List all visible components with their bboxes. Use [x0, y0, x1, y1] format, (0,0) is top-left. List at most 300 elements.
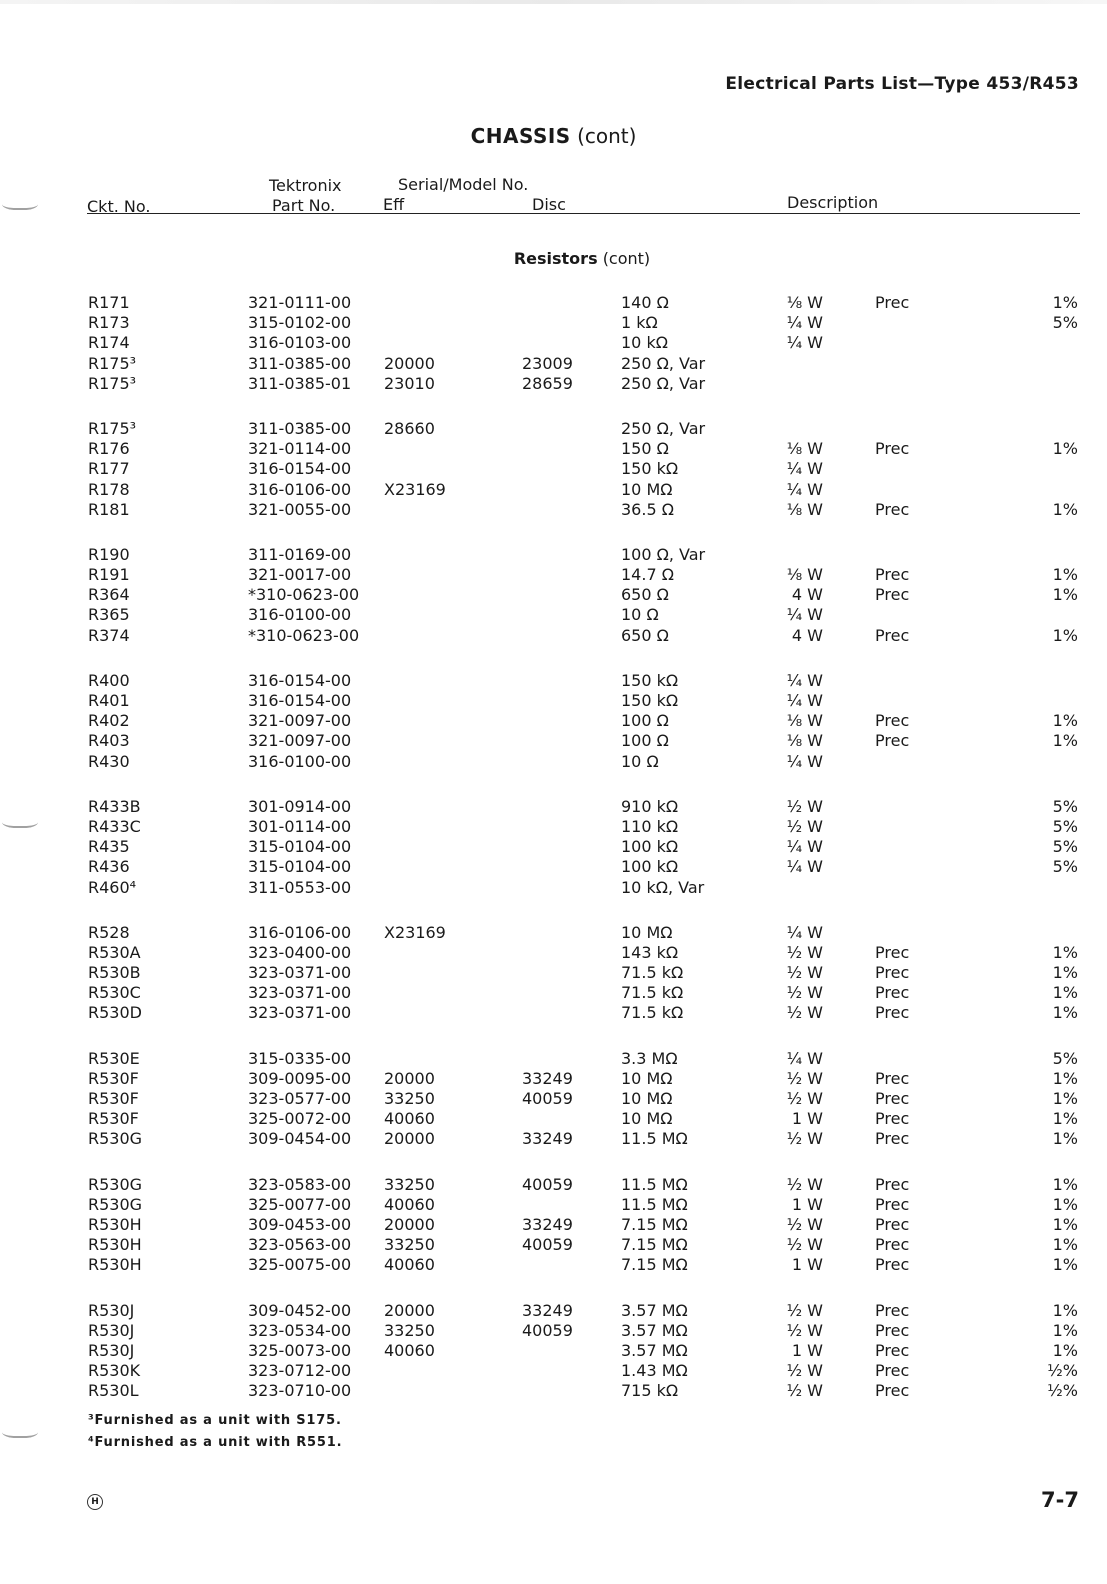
running-head: Electrical Parts List—Type 453/R453 — [725, 74, 1079, 94]
tolerance: 5% — [1052, 313, 1078, 333]
tolerance: 1% — [1052, 1129, 1078, 1149]
part-no: 321-0111-00 — [248, 293, 352, 312]
resistance-value: 150 kΩ — [621, 670, 679, 690]
precision: Prec — [875, 1174, 910, 1194]
ckt-no: R403 — [88, 731, 130, 751]
part-no: 321-0097-00 — [248, 731, 352, 751]
ckt-no: R530H — [88, 1255, 142, 1275]
ckt-no: R530F — [88, 1068, 139, 1088]
serial-disc: 40059 — [522, 1235, 573, 1255]
part-no: 323-0563-00 — [248, 1235, 352, 1255]
table-row — [0, 797, 1107, 817]
tolerance: 5% — [1052, 837, 1078, 857]
header-disc: Disc — [532, 195, 566, 214]
precision: Prec — [875, 625, 910, 645]
part-no: 323-0534-00 — [248, 1320, 352, 1340]
part-no: 315-0102-00 — [248, 313, 352, 333]
precision: Prec — [875, 1089, 910, 1108]
precision: Prec — [875, 1320, 910, 1340]
ckt-no: R530J — [88, 1300, 135, 1320]
wattage: 1 W — [791, 1109, 823, 1129]
precision: Prec — [875, 565, 910, 585]
tolerance: 1% — [1052, 1340, 1078, 1360]
table-row — [0, 1381, 1107, 1401]
resistance-value: 100 kΩ — [621, 837, 679, 857]
part-no: 309-0452-00 — [248, 1300, 352, 1320]
precision: Prec — [875, 1194, 910, 1214]
row-group — [0, 671, 1107, 772]
resistance-value: 1 kΩ — [621, 313, 658, 333]
precision: Prec — [875, 1255, 910, 1275]
resistance-value: 11.5 MΩ — [621, 1174, 688, 1194]
table-row — [0, 605, 1107, 625]
ckt-no: R402 — [88, 711, 130, 731]
precision: Prec — [875, 1109, 910, 1129]
part-no: 323-0371-00 — [248, 963, 352, 983]
table-row — [0, 439, 1107, 459]
footnote: ³Furnished as a unit with S175. — [88, 1413, 342, 1428]
footnote: ⁴Furnished as a unit with R551. — [88, 1435, 343, 1450]
part-no: 309-0454-00 — [248, 1129, 352, 1149]
serial-eff: 40060 — [384, 1194, 435, 1214]
ckt-no: R364 — [88, 585, 130, 605]
ckt-no: R171 — [88, 293, 130, 312]
header-tektronix: Tektronix — [269, 176, 342, 195]
ckt-no: R175³ — [88, 373, 137, 393]
resistance-value: 11.5 MΩ — [621, 1129, 688, 1149]
part-no: 321-0055-00 — [248, 499, 352, 519]
table-row — [0, 878, 1107, 898]
tolerance: 1% — [1052, 1109, 1078, 1129]
table-row — [0, 293, 1107, 313]
ckt-no: R173 — [88, 313, 130, 333]
precision: Prec — [875, 499, 910, 519]
table-row — [0, 963, 1107, 983]
precision: Prec — [875, 585, 910, 605]
precision: Prec — [875, 1381, 910, 1401]
resistance-value: 10 MΩ — [621, 1109, 673, 1129]
table-row — [0, 1301, 1107, 1321]
tolerance: ½% — [1047, 1381, 1078, 1401]
resistance-value: 250 Ω, Var — [621, 418, 706, 438]
resistance-value: 910 kΩ — [621, 796, 679, 816]
header-eff: Eff — [383, 195, 405, 214]
wattage: ⅛ W — [786, 565, 823, 585]
part-no: 316-0103-00 — [248, 333, 352, 353]
serial-eff: X23169 — [384, 479, 446, 499]
wattage: ⅛ W — [786, 293, 823, 312]
ckt-no: R174 — [88, 333, 130, 353]
serial-eff: 40060 — [384, 1255, 435, 1275]
resistance-value: 1.43 MΩ — [621, 1361, 688, 1381]
table-row — [0, 1089, 1107, 1109]
resistance-value: 650 Ω — [621, 585, 669, 605]
resistance-value: 10 MΩ — [621, 922, 673, 942]
wattage: ½ W — [786, 796, 823, 816]
part-no: 301-0914-00 — [248, 796, 352, 816]
part-no: 323-0710-00 — [248, 1381, 352, 1401]
part-no: 315-0104-00 — [248, 837, 352, 857]
table-row — [0, 1341, 1107, 1361]
precision: Prec — [875, 731, 910, 751]
row-group — [0, 1301, 1107, 1402]
precision: Prec — [875, 711, 910, 731]
row-group — [0, 419, 1107, 520]
resistance-value: 71.5 kΩ — [621, 1003, 684, 1023]
tolerance: 1% — [1052, 942, 1078, 962]
wattage: ½ W — [786, 942, 823, 962]
part-no: 323-0583-00 — [248, 1174, 352, 1194]
ckt-no: R530F — [88, 1089, 139, 1108]
wattage: ¼ W — [786, 333, 823, 353]
serial-disc: 33249 — [522, 1068, 573, 1088]
serial-eff: 20000 — [384, 1300, 435, 1320]
table-row — [0, 752, 1107, 772]
precision: Prec — [875, 942, 910, 962]
tolerance: 1% — [1052, 1300, 1078, 1320]
table-row — [0, 691, 1107, 711]
ckt-no: R401 — [88, 691, 130, 710]
subsection-title-main: Resistors — [513, 249, 598, 268]
wattage: ¼ W — [786, 857, 823, 877]
resistance-value: 150 kΩ — [621, 459, 679, 479]
ckt-no: R365 — [88, 605, 130, 625]
section-title-suffix: (cont) — [577, 124, 637, 148]
resistance-value: 100 Ω, Var — [621, 544, 706, 564]
resistance-value: 7.15 MΩ — [621, 1235, 688, 1255]
ckt-no: R530K — [88, 1361, 141, 1381]
ckt-no: R400 — [88, 670, 130, 690]
resistance-value: 3.3 MΩ — [621, 1048, 678, 1068]
serial-disc: 23009 — [522, 353, 573, 373]
wattage: ¼ W — [786, 837, 823, 857]
table-row — [0, 545, 1107, 565]
table-row — [0, 1195, 1107, 1215]
wattage: ½ W — [786, 1129, 823, 1149]
part-no: 323-0712-00 — [248, 1361, 352, 1381]
resistance-value: 150 kΩ — [621, 691, 679, 710]
resistance-value: 100 Ω — [621, 711, 669, 731]
table-row — [0, 333, 1107, 353]
table-row — [0, 1175, 1107, 1195]
tolerance: 1% — [1052, 293, 1078, 312]
part-no: *310-0623-00 — [248, 585, 360, 605]
resistance-value: 650 Ω — [621, 625, 669, 645]
row-group — [0, 293, 1107, 394]
publisher-mark: H — [87, 1494, 103, 1510]
scan-edge — [0, 0, 1107, 4]
part-no: 316-0154-00 — [248, 459, 352, 479]
table-row — [0, 857, 1107, 877]
table-row — [0, 1003, 1107, 1023]
section-title-main: CHASSIS — [470, 124, 571, 148]
part-no: 309-0453-00 — [248, 1214, 352, 1234]
ckt-no: R530F — [88, 1109, 139, 1129]
part-no: 315-0335-00 — [248, 1048, 352, 1068]
tolerance: 1% — [1052, 1214, 1078, 1234]
table-row — [0, 837, 1107, 857]
serial-eff: 33250 — [384, 1235, 435, 1255]
part-no: *310-0623-00 — [248, 625, 360, 645]
precision: Prec — [875, 293, 910, 312]
serial-eff: 28660 — [384, 418, 435, 438]
part-no: 316-0100-00 — [248, 751, 352, 771]
footnotes — [88, 1413, 342, 1457]
resistance-value: 71.5 kΩ — [621, 983, 684, 1003]
resistance-value: 71.5 kΩ — [621, 963, 684, 983]
part-no: 316-0154-00 — [248, 670, 352, 690]
part-no: 311-0169-00 — [248, 544, 352, 564]
tolerance: 1% — [1052, 963, 1078, 983]
ckt-no: R175³ — [88, 353, 137, 373]
resistance-value: 10 MΩ — [621, 1068, 673, 1088]
header-ckt-no: Ckt. No. — [87, 197, 151, 216]
resistance-value: 3.57 MΩ — [621, 1340, 688, 1360]
table-row — [0, 354, 1107, 374]
resistance-value: 10 MΩ — [621, 479, 673, 499]
serial-eff: 40060 — [384, 1340, 435, 1360]
row-group — [0, 1175, 1107, 1276]
serial-eff: 33250 — [384, 1089, 435, 1108]
wattage: ¼ W — [786, 605, 823, 625]
resistance-value: 10 MΩ — [621, 1089, 673, 1108]
precision: Prec — [875, 1129, 910, 1149]
resistance-value: 36.5 Ω — [621, 499, 674, 519]
wattage: ⅛ W — [786, 499, 823, 519]
table-row — [0, 817, 1107, 837]
ckt-no: R530J — [88, 1320, 135, 1340]
wattage: ½ W — [786, 1320, 823, 1340]
table-row — [0, 585, 1107, 605]
tolerance: 1% — [1052, 731, 1078, 751]
tolerance: 1% — [1052, 625, 1078, 645]
resistance-value: 7.15 MΩ — [621, 1255, 688, 1275]
serial-eff: 40060 — [384, 1109, 435, 1129]
ckt-no: R530B — [88, 963, 141, 983]
ckt-no: R433C — [88, 816, 141, 836]
wattage: ½ W — [786, 1214, 823, 1234]
wattage: ⅛ W — [786, 711, 823, 731]
table-row — [0, 1109, 1107, 1129]
table-row — [0, 983, 1107, 1003]
part-no: 323-0400-00 — [248, 942, 352, 962]
precision: Prec — [875, 1003, 910, 1023]
part-no: 325-0077-00 — [248, 1194, 352, 1214]
part-no: 316-0100-00 — [248, 605, 352, 625]
header-serial-model: Serial/Model No. — [398, 175, 529, 194]
part-no: 325-0075-00 — [248, 1255, 352, 1275]
resistance-value: 140 Ω — [621, 293, 669, 312]
wattage: ¼ W — [786, 922, 823, 942]
resistance-value: 14.7 Ω — [621, 565, 674, 585]
tolerance: 1% — [1052, 983, 1078, 1003]
part-no: 315-0104-00 — [248, 857, 352, 877]
wattage: 1 W — [791, 1255, 823, 1275]
table-row — [0, 374, 1107, 394]
ckt-no: R530G — [88, 1194, 143, 1214]
wattage: ¼ W — [786, 670, 823, 690]
page-number: 7-7 — [1041, 1488, 1079, 1512]
wattage: 4 W — [791, 585, 823, 605]
row-group — [0, 923, 1107, 1024]
ckt-no: R430 — [88, 751, 130, 771]
wattage: ⅛ W — [786, 731, 823, 751]
wattage: ½ W — [786, 1003, 823, 1023]
section-title — [0, 124, 1107, 148]
resistance-value: 110 kΩ — [621, 816, 679, 836]
part-no: 311-0553-00 — [248, 877, 352, 897]
tolerance: 1% — [1052, 711, 1078, 731]
precision: Prec — [875, 1068, 910, 1088]
subsection-title-suffix: (cont) — [602, 249, 651, 268]
resistance-value: 3.57 MΩ — [621, 1300, 688, 1320]
serial-disc: 40059 — [522, 1089, 573, 1108]
ckt-no: R530J — [88, 1340, 135, 1360]
tolerance: 1% — [1052, 1089, 1078, 1108]
tolerance: 1% — [1052, 1320, 1078, 1340]
ckt-no: R374 — [88, 625, 130, 645]
precision: Prec — [875, 439, 910, 459]
wattage: ½ W — [786, 983, 823, 1003]
table-row — [0, 480, 1107, 500]
ckt-no: R181 — [88, 499, 130, 519]
tolerance: 1% — [1052, 1235, 1078, 1255]
serial-disc: 33249 — [522, 1129, 573, 1149]
ckt-no: R433B — [88, 796, 141, 816]
table-row — [0, 671, 1107, 691]
ckt-no: R530E — [88, 1048, 140, 1068]
row-group — [0, 545, 1107, 646]
ckt-no: R176 — [88, 439, 130, 459]
tolerance: 1% — [1052, 565, 1078, 585]
subsection-title — [0, 249, 1107, 268]
ckt-no: R530H — [88, 1214, 142, 1234]
part-no: 311-0385-00 — [248, 353, 352, 373]
table-row — [0, 1069, 1107, 1089]
wattage: 1 W — [791, 1194, 823, 1214]
table-row — [0, 711, 1107, 731]
resistance-value: 143 kΩ — [621, 942, 679, 962]
resistance-value: 10 kΩ — [621, 333, 668, 353]
wattage: ½ W — [786, 1381, 823, 1401]
ckt-no: R530C — [88, 983, 141, 1003]
part-no: 323-0371-00 — [248, 1003, 352, 1023]
part-no: 316-0106-00 — [248, 922, 352, 942]
tolerance: 5% — [1052, 816, 1078, 836]
precision: Prec — [875, 963, 910, 983]
resistance-value: 11.5 MΩ — [621, 1194, 688, 1214]
table-row — [0, 1215, 1107, 1235]
part-no: 323-0371-00 — [248, 983, 352, 1003]
part-no: 311-0385-01 — [248, 373, 352, 393]
tolerance: 1% — [1052, 439, 1078, 459]
resistance-value: 3.57 MΩ — [621, 1320, 688, 1340]
ckt-no: R530G — [88, 1129, 143, 1149]
wattage: ½ W — [786, 816, 823, 836]
part-no: 301-0114-00 — [248, 816, 352, 836]
ckt-no: R460⁴ — [88, 877, 137, 897]
serial-eff: 20000 — [384, 1214, 435, 1234]
serial-disc: 28659 — [522, 373, 573, 393]
part-no: 316-0154-00 — [248, 691, 352, 710]
serial-eff: 33250 — [384, 1320, 435, 1340]
ckt-no: R190 — [88, 544, 130, 564]
wattage: ¼ W — [786, 459, 823, 479]
ckt-no: R530G — [88, 1174, 143, 1194]
tolerance: 1% — [1052, 1068, 1078, 1088]
wattage: ¼ W — [786, 313, 823, 333]
resistance-value: 7.15 MΩ — [621, 1214, 688, 1234]
precision: Prec — [875, 1361, 910, 1381]
wattage: ⅛ W — [786, 439, 823, 459]
resistance-value: 10 Ω — [621, 605, 659, 625]
table-row — [0, 500, 1107, 520]
tolerance: 1% — [1052, 1174, 1078, 1194]
ckt-no: R528 — [88, 922, 130, 942]
resistance-value: 250 Ω, Var — [621, 353, 706, 373]
resistance-value: 100 kΩ — [621, 857, 679, 877]
precision: Prec — [875, 983, 910, 1003]
part-no: 316-0106-00 — [248, 479, 352, 499]
tolerance: 5% — [1052, 1048, 1078, 1068]
wattage: ¼ W — [786, 479, 823, 499]
ckt-no: R530D — [88, 1003, 142, 1023]
resistance-value: 100 Ω — [621, 731, 669, 751]
wattage: ½ W — [786, 1068, 823, 1088]
table-row — [0, 313, 1107, 333]
resistance-value: 150 Ω — [621, 439, 669, 459]
part-no: 321-0097-00 — [248, 711, 352, 731]
precision: Prec — [875, 1214, 910, 1234]
ckt-no: R175³ — [88, 418, 137, 438]
row-group — [0, 1049, 1107, 1150]
table-row — [0, 1255, 1107, 1275]
tolerance: ½% — [1047, 1361, 1078, 1381]
part-no: 321-0114-00 — [248, 439, 352, 459]
part-no: 325-0072-00 — [248, 1109, 352, 1129]
wattage: ½ W — [786, 1174, 823, 1194]
table-row — [0, 459, 1107, 479]
serial-eff: 20000 — [384, 1068, 435, 1088]
ckt-no: R530H — [88, 1235, 142, 1255]
wattage: ¼ W — [786, 691, 823, 710]
wattage: ¼ W — [786, 1048, 823, 1068]
table-row — [0, 1321, 1107, 1341]
serial-eff: X23169 — [384, 922, 446, 942]
ckt-no: R177 — [88, 459, 130, 479]
table-row — [0, 1361, 1107, 1381]
tolerance: 1% — [1052, 585, 1078, 605]
wattage: ½ W — [786, 1089, 823, 1108]
serial-disc: 33249 — [522, 1214, 573, 1234]
precision: Prec — [875, 1340, 910, 1360]
part-no: 311-0385-00 — [248, 418, 352, 438]
serial-eff: 20000 — [384, 353, 435, 373]
parts-table — [0, 293, 1107, 1426]
table-row — [0, 1129, 1107, 1149]
resistance-value: 10 Ω — [621, 751, 659, 771]
tolerance: 5% — [1052, 857, 1078, 877]
tolerance: 1% — [1052, 1003, 1078, 1023]
table-row — [0, 923, 1107, 943]
binder-hole-mark — [2, 196, 38, 210]
tolerance: 1% — [1052, 1194, 1078, 1214]
precision: Prec — [875, 1300, 910, 1320]
ckt-no: R530A — [88, 942, 141, 962]
resistance-value: 715 kΩ — [621, 1381, 679, 1401]
serial-eff: 23010 — [384, 373, 435, 393]
tolerance: 1% — [1052, 499, 1078, 519]
